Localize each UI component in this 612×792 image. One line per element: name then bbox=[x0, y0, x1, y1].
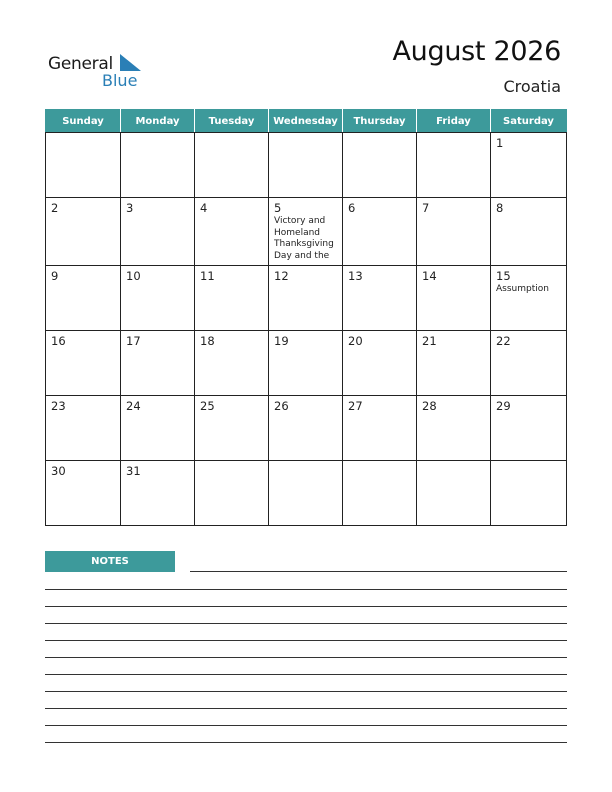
day-number: 18 bbox=[200, 334, 215, 348]
weekday-header: Thursday bbox=[343, 110, 417, 133]
day-cell bbox=[195, 331, 269, 396]
holiday-label: Assumption bbox=[496, 284, 549, 294]
day-cell bbox=[343, 331, 417, 396]
day-number: 17 bbox=[126, 334, 141, 348]
country-name: Croatia bbox=[503, 77, 561, 96]
day-cell bbox=[269, 461, 343, 526]
day-number: 14 bbox=[422, 269, 437, 283]
day-cell bbox=[121, 198, 195, 266]
day-number: 9 bbox=[51, 269, 59, 283]
day-cell bbox=[417, 461, 491, 526]
day-cell bbox=[417, 133, 491, 198]
day-cell bbox=[269, 266, 343, 331]
day-number: 16 bbox=[51, 334, 66, 348]
day-cell bbox=[195, 133, 269, 198]
day-cell bbox=[343, 133, 417, 198]
day-number: 5 bbox=[274, 201, 282, 215]
weekday-header: Tuesday bbox=[195, 110, 269, 133]
week-row bbox=[46, 198, 567, 266]
day-cell bbox=[121, 133, 195, 198]
day-number: 13 bbox=[348, 269, 363, 283]
notes-line bbox=[45, 640, 567, 641]
day-number: 4 bbox=[200, 201, 208, 215]
day-cell bbox=[343, 266, 417, 331]
page-title: August 2026 bbox=[392, 36, 561, 67]
day-number: 19 bbox=[274, 334, 289, 348]
day-cell bbox=[121, 331, 195, 396]
notes-line bbox=[45, 691, 567, 692]
day-cell bbox=[269, 396, 343, 461]
day-number: 31 bbox=[126, 464, 141, 478]
day-number: 15 bbox=[496, 269, 511, 283]
day-cell bbox=[417, 198, 491, 266]
day-cell bbox=[491, 396, 567, 461]
day-cell bbox=[491, 266, 567, 331]
day-cell bbox=[491, 331, 567, 396]
calendar-grid bbox=[45, 109, 567, 526]
day-cell bbox=[417, 331, 491, 396]
weekday-header: Friday bbox=[417, 110, 491, 133]
notes-line bbox=[45, 674, 567, 675]
weekday-header: Saturday bbox=[491, 110, 567, 133]
day-cell bbox=[269, 198, 343, 266]
day-number: 10 bbox=[126, 269, 141, 283]
day-number: 28 bbox=[422, 399, 437, 413]
logo-text-general: General bbox=[48, 54, 113, 74]
day-cell bbox=[195, 461, 269, 526]
day-cell bbox=[121, 266, 195, 331]
day-cell bbox=[195, 266, 269, 331]
day-cell bbox=[46, 461, 121, 526]
day-cell bbox=[343, 461, 417, 526]
day-number: 30 bbox=[51, 464, 66, 478]
day-number: 7 bbox=[422, 201, 430, 215]
notes-label: NOTES bbox=[45, 551, 175, 572]
notes-line bbox=[45, 708, 567, 709]
day-cell bbox=[121, 461, 195, 526]
logo-text-blue: Blue bbox=[102, 71, 138, 90]
day-number: 21 bbox=[422, 334, 437, 348]
day-cell bbox=[343, 198, 417, 266]
weekday-header: Sunday bbox=[46, 110, 121, 133]
week-row bbox=[46, 461, 567, 526]
day-cell bbox=[417, 396, 491, 461]
day-number: 24 bbox=[126, 399, 141, 413]
day-cell bbox=[46, 266, 121, 331]
notes-line bbox=[45, 725, 567, 726]
day-number: 25 bbox=[200, 399, 215, 413]
day-cell bbox=[46, 396, 121, 461]
notes-line bbox=[45, 623, 567, 624]
holiday-label: Victory and Homeland Thanksgiving Day and the bbox=[274, 216, 334, 261]
day-cell bbox=[417, 266, 491, 331]
day-cell bbox=[269, 133, 343, 198]
week-row bbox=[46, 396, 567, 461]
day-number: 29 bbox=[496, 399, 511, 413]
day-number: 26 bbox=[274, 399, 289, 413]
week-row bbox=[46, 331, 567, 396]
day-cell bbox=[269, 331, 343, 396]
day-number: 8 bbox=[496, 201, 504, 215]
day-number: 22 bbox=[496, 334, 511, 348]
notes-line bbox=[45, 589, 567, 590]
week-row bbox=[46, 266, 567, 331]
notes-line bbox=[190, 571, 567, 572]
notes-line bbox=[45, 657, 567, 658]
day-number: 23 bbox=[51, 399, 66, 413]
logo bbox=[48, 52, 148, 92]
day-number: 6 bbox=[348, 201, 356, 215]
day-cell bbox=[46, 331, 121, 396]
weekday-header-row bbox=[46, 110, 567, 133]
day-cell bbox=[491, 198, 567, 266]
day-number: 12 bbox=[274, 269, 289, 283]
day-cell bbox=[343, 396, 417, 461]
weekday-header: Wednesday bbox=[269, 110, 343, 133]
day-cell bbox=[195, 396, 269, 461]
day-number: 20 bbox=[348, 334, 363, 348]
day-number: 1 bbox=[496, 136, 504, 150]
day-cell bbox=[121, 396, 195, 461]
week-row bbox=[46, 133, 567, 198]
day-number: 3 bbox=[126, 201, 134, 215]
day-number: 27 bbox=[348, 399, 363, 413]
logo-triangle-icon bbox=[120, 54, 142, 72]
day-cell bbox=[46, 133, 121, 198]
notes-line bbox=[45, 742, 567, 743]
notes-line bbox=[45, 606, 567, 607]
day-cell bbox=[491, 133, 567, 198]
day-cell bbox=[195, 198, 269, 266]
weekday-header: Monday bbox=[121, 110, 195, 133]
day-cell bbox=[491, 461, 567, 526]
day-cell bbox=[46, 198, 121, 266]
day-number: 11 bbox=[200, 269, 215, 283]
day-number: 2 bbox=[51, 201, 59, 215]
